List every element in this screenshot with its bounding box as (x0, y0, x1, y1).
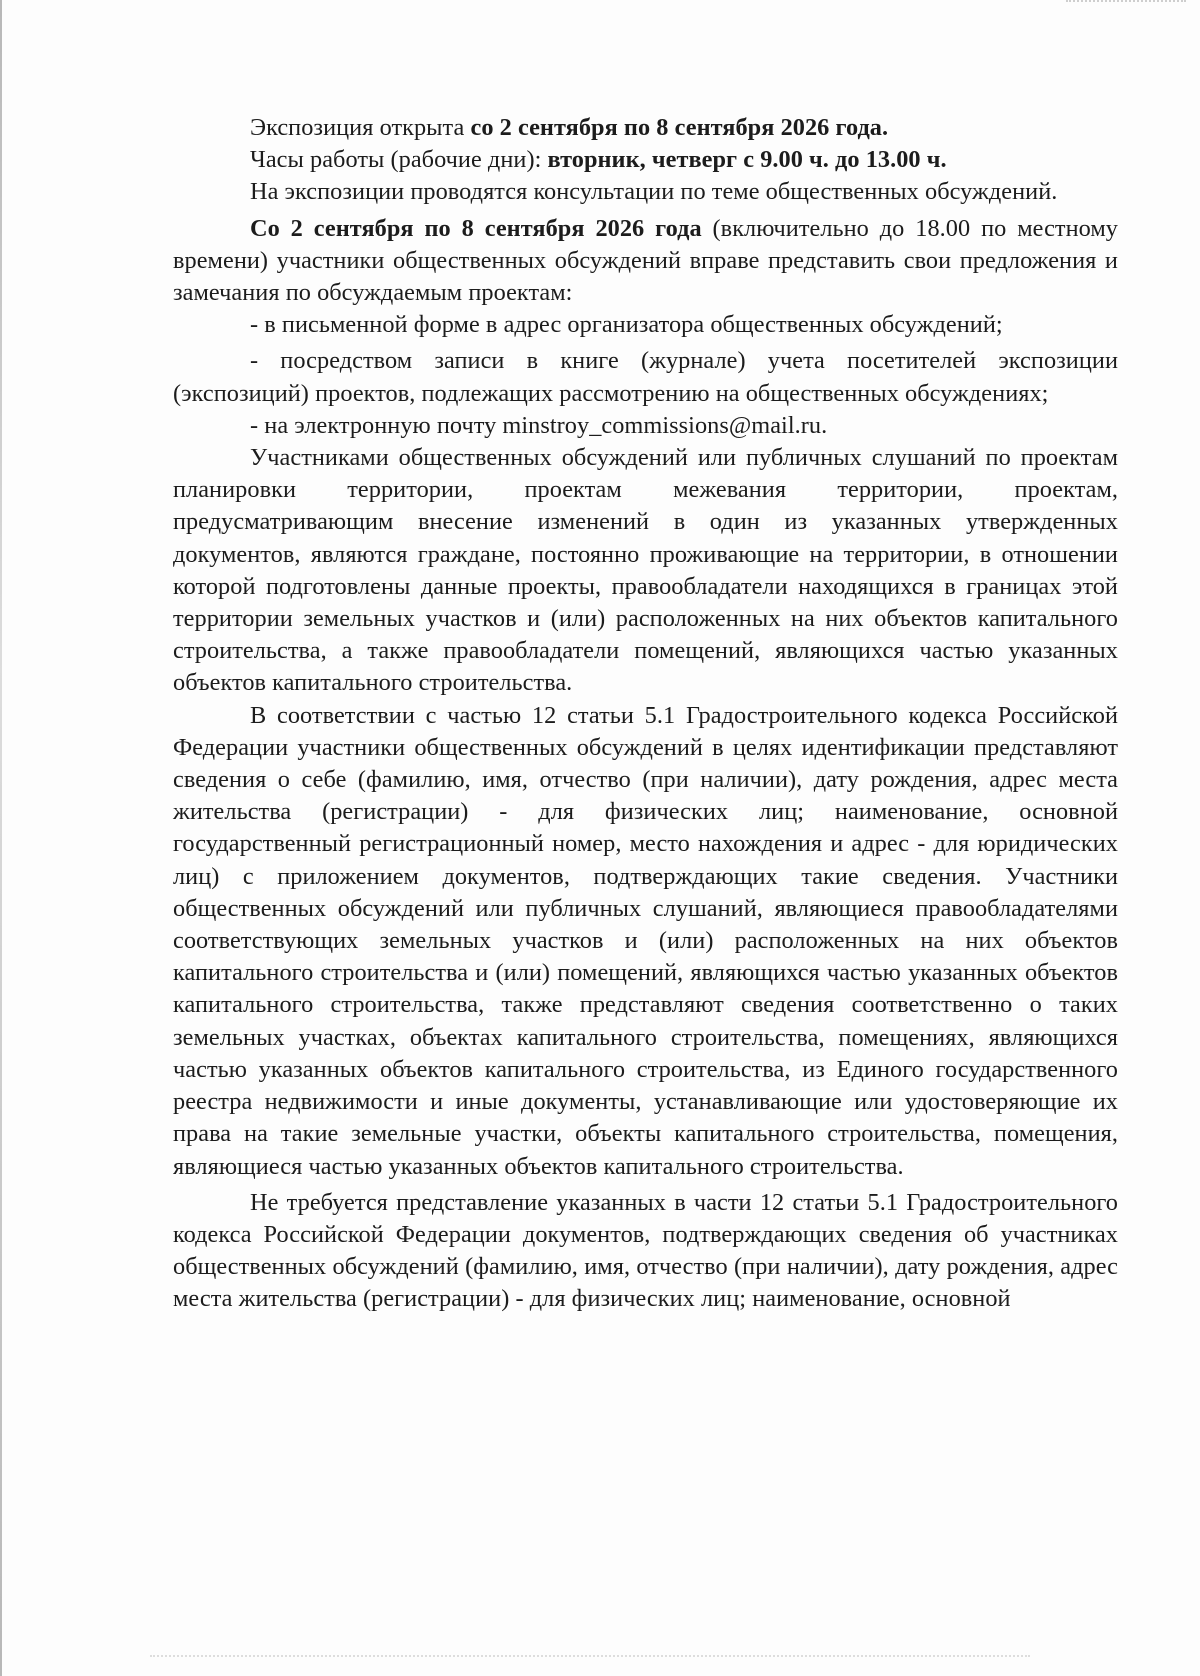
list-item-written-form: - в письменной форме в адрес организатора общественных обсуждений; (250, 311, 1003, 339)
scan-edge-shadow (0, 0, 2, 1676)
proposals-period-paragraph: Со 2 сентября по 8 сентября 2026 года (включительно до 18.00 по местному времени) участники общественных обсуждений вправе представить свои предложения и замечания по обсуждаемым проектам: (173, 214, 1118, 307)
exposition-dates-paragraph: Экспозиция открыта со 2 сентября по 8 сентября 2026 года. (250, 114, 889, 141)
scan-bottom-noise (150, 1655, 1030, 1661)
article-5-1-paragraph: В соответствии с частью 12 статьи 5.1 Градостроительного кодекса Российской Федерации участники общественных обсуждений в целях идентификации представляют сведения о себе (фамилию, имя, отчество (при наличии), дату рождения, адрес места жительства (регистрации) - для физических лиц; наименование, основной государственный регистрационный номер, место нахождения и адрес - для юридических лиц) с приложением документов, подтверждающих такие сведения. Участники общественных обсуждений или публичных слушаний, являющиеся правообладателями соответствующих земельных участков и (или) расположенных на них объектов капитального строительства и (или) помещений, являющихся частью указанных объектов капитального строительства, также представляют сведения соответственно о таких земельных участках, объектах капитального строительства, помещениях, являющихся частью указанных объектов капитального строительства, из Единого государственного реестра недвижимости и иные документы, устанавливающие или удостоверяющие их права на такие земельные участки, объекты капитального строительства, помещения, являющиеся частью указанных объектов капитального строительства. (173, 701, 1118, 1180)
scan-corner-noise (1066, 0, 1186, 8)
list-item-email: - на электронную почту minstroy_commissions@mail.ru. (250, 411, 828, 439)
participants-paragraph: Участниками общественных обсуждений или публичных слушаний по проектам планировки территории, проектам межевания территории, проектам, предусматривающим внесение изменений в один из указанных утвержденных документов, являются граждане, постоянно проживающие на территории, в отношении которой подготовлены данные проекты, правообладатели находящихся в границах этой территории земельных участков и (или) расположенных на них объектов капитального строительства, а также правообладатели помещений, являющихся частью указанных объектов капитального строительства. (173, 444, 1118, 697)
consultations-paragraph: На экспозиции проводятся консультации по теме общественных обсуждений. (250, 178, 1058, 206)
list-item-visitor-book: - посредством записи в книге (журнале) учета посетителей экспозиции (экспозиций) проектов, подлежащих рассмотрению на общественных обсуждениях; (173, 347, 1118, 407)
working-hours-paragraph: Часы работы (рабочие дни): вторник, четверг с 9.00 ч. до 13.00 ч. (250, 146, 947, 174)
document-body (173, 112, 1118, 1316)
not-required-paragraph: Не требуется представление указанных в части 12 статьи 5.1 Градостроительного кодекса Российской Федерации документов, подтверждающих сведения об участниках общественных обсуждений (фамилию, имя, отчество (при наличии), дату рождения, адрес места жительства (регистрации) - для физических лиц; наименование, основной (173, 1188, 1118, 1313)
